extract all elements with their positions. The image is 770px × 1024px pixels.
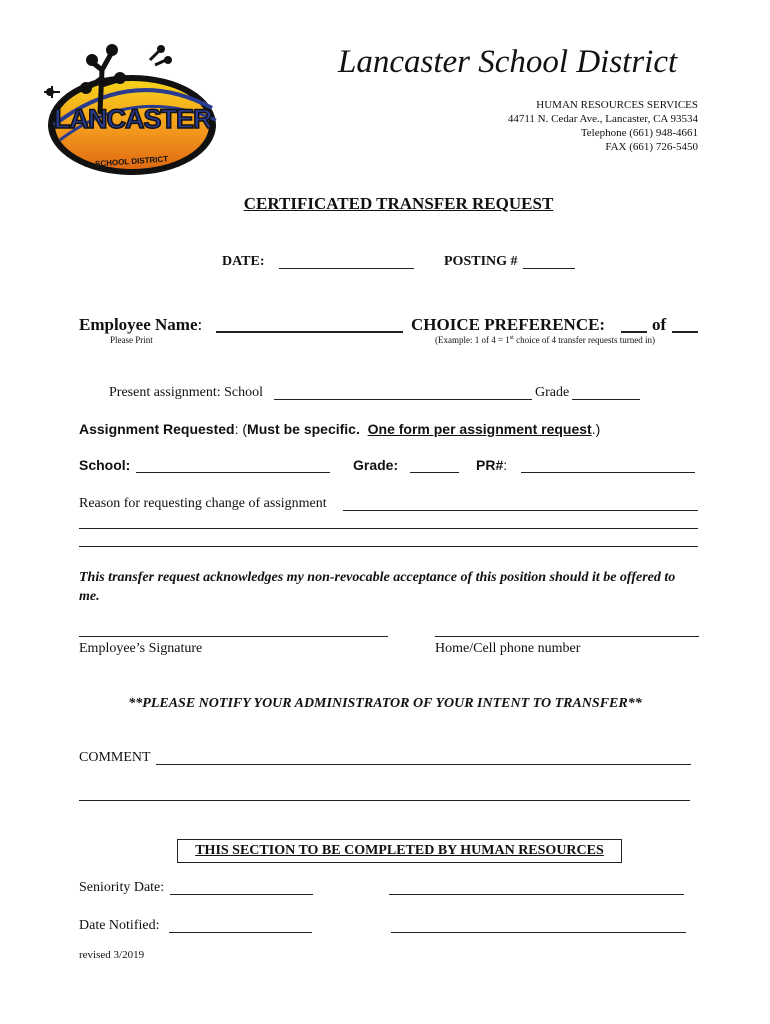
date-label: DATE: xyxy=(222,254,265,269)
present-assignment-label: Present assignment: School xyxy=(109,385,263,400)
example-pre: (Example: 1 of 4 = 1 xyxy=(435,335,510,345)
signature-label: Employee’s Signature xyxy=(79,641,203,656)
date-field[interactable] xyxy=(279,268,414,269)
assignment-requested-label: Assignment Requested xyxy=(79,421,235,437)
choice-preference-label: CHOICE PREFERENCE: xyxy=(411,315,606,334)
seniority-date-field[interactable] xyxy=(170,894,313,895)
posting-label: POSTING # xyxy=(444,254,518,269)
phone-field[interactable] xyxy=(435,636,699,637)
phone-label: Home/Cell phone number xyxy=(435,641,581,656)
present-grade-field[interactable] xyxy=(572,399,640,400)
one-form-note: One form per assignment request xyxy=(367,421,592,437)
logo-subtext: SCHOOL DISTRICT xyxy=(94,154,169,169)
form-title: CERTIFICATED TRANSFER REQUEST xyxy=(243,194,554,213)
choice-example-note xyxy=(435,335,655,345)
seniority-date-label: Seniority Date: xyxy=(79,880,165,895)
requested-school-field[interactable] xyxy=(136,472,330,473)
revised-date: revised 3/2019 xyxy=(79,949,145,961)
hr-field-right-1[interactable] xyxy=(389,894,684,895)
example-sup: st xyxy=(509,335,514,341)
choice-total-field[interactable] xyxy=(672,331,698,333)
reason-field-line-2[interactable] xyxy=(79,528,698,529)
grade-requested-label: Grade: xyxy=(353,457,399,473)
employee-name-field[interactable] xyxy=(216,331,403,333)
signature-field[interactable] xyxy=(79,636,388,637)
posting-field[interactable] xyxy=(523,268,575,269)
choice-of-label: of xyxy=(652,315,667,334)
pr-label-row xyxy=(476,457,507,473)
acknowledgement-text: This transfer request acknowledges my non-revocable acceptance of this position should it be offered to me. xyxy=(79,570,676,604)
closing-paren: .) xyxy=(591,421,601,437)
choice-number-field[interactable] xyxy=(621,331,647,333)
requested-grade-field[interactable] xyxy=(410,472,459,473)
school-label: School: xyxy=(79,457,131,473)
present-school-field[interactable] xyxy=(274,399,532,400)
pr-label: PR# xyxy=(476,457,504,473)
present-grade-label: Grade xyxy=(535,385,570,400)
comment-field-line-2[interactable] xyxy=(79,800,690,801)
must-be-specific: Must be specific. xyxy=(247,421,360,437)
pr-field[interactable] xyxy=(521,472,695,473)
date-notified-field[interactable] xyxy=(169,932,312,933)
reason-field-line-3[interactable] xyxy=(79,546,698,547)
notify-administrator-notice: **PLEASE NOTIFY YOUR ADMINISTRATOR OF YOUR INTENT TO TRANSFER** xyxy=(128,696,642,711)
reason-label: Reason for requesting change of assignment xyxy=(79,496,327,511)
telephone: Telephone (661) 948-4661 xyxy=(580,127,698,139)
employee-name-colon: : xyxy=(197,315,203,334)
fax: FAX (661) 726-5450 xyxy=(605,141,698,153)
district-name: Lancaster School District xyxy=(338,44,678,80)
please-print-note: Please Print xyxy=(110,335,153,345)
district-logo xyxy=(40,40,240,180)
employee-name-label xyxy=(79,315,202,335)
example-post: choice of 4 transfer requests turned in) xyxy=(513,335,656,345)
date-notified-label: Date Notified: xyxy=(79,918,160,933)
assignment-requested-row xyxy=(79,421,600,437)
hr-section-title: THIS SECTION TO BE COMPLETED BY HUMAN RESOURCES xyxy=(195,843,604,858)
hr-field-right-2[interactable] xyxy=(391,932,686,933)
assignment-colon: : ( xyxy=(234,421,248,437)
reason-field-line-1[interactable] xyxy=(343,510,698,511)
pr-colon: : xyxy=(503,457,508,473)
employee-name-text: Employee Name xyxy=(79,315,198,334)
address: 44711 N. Cedar Ave., Lancaster, CA 93534 xyxy=(507,113,698,125)
comment-field-line-1[interactable] xyxy=(156,764,691,765)
comment-label: COMMENT xyxy=(79,750,151,765)
department: HUMAN RESOURCES SERVICES xyxy=(536,99,698,111)
logo-text: LANCASTER xyxy=(54,104,212,134)
